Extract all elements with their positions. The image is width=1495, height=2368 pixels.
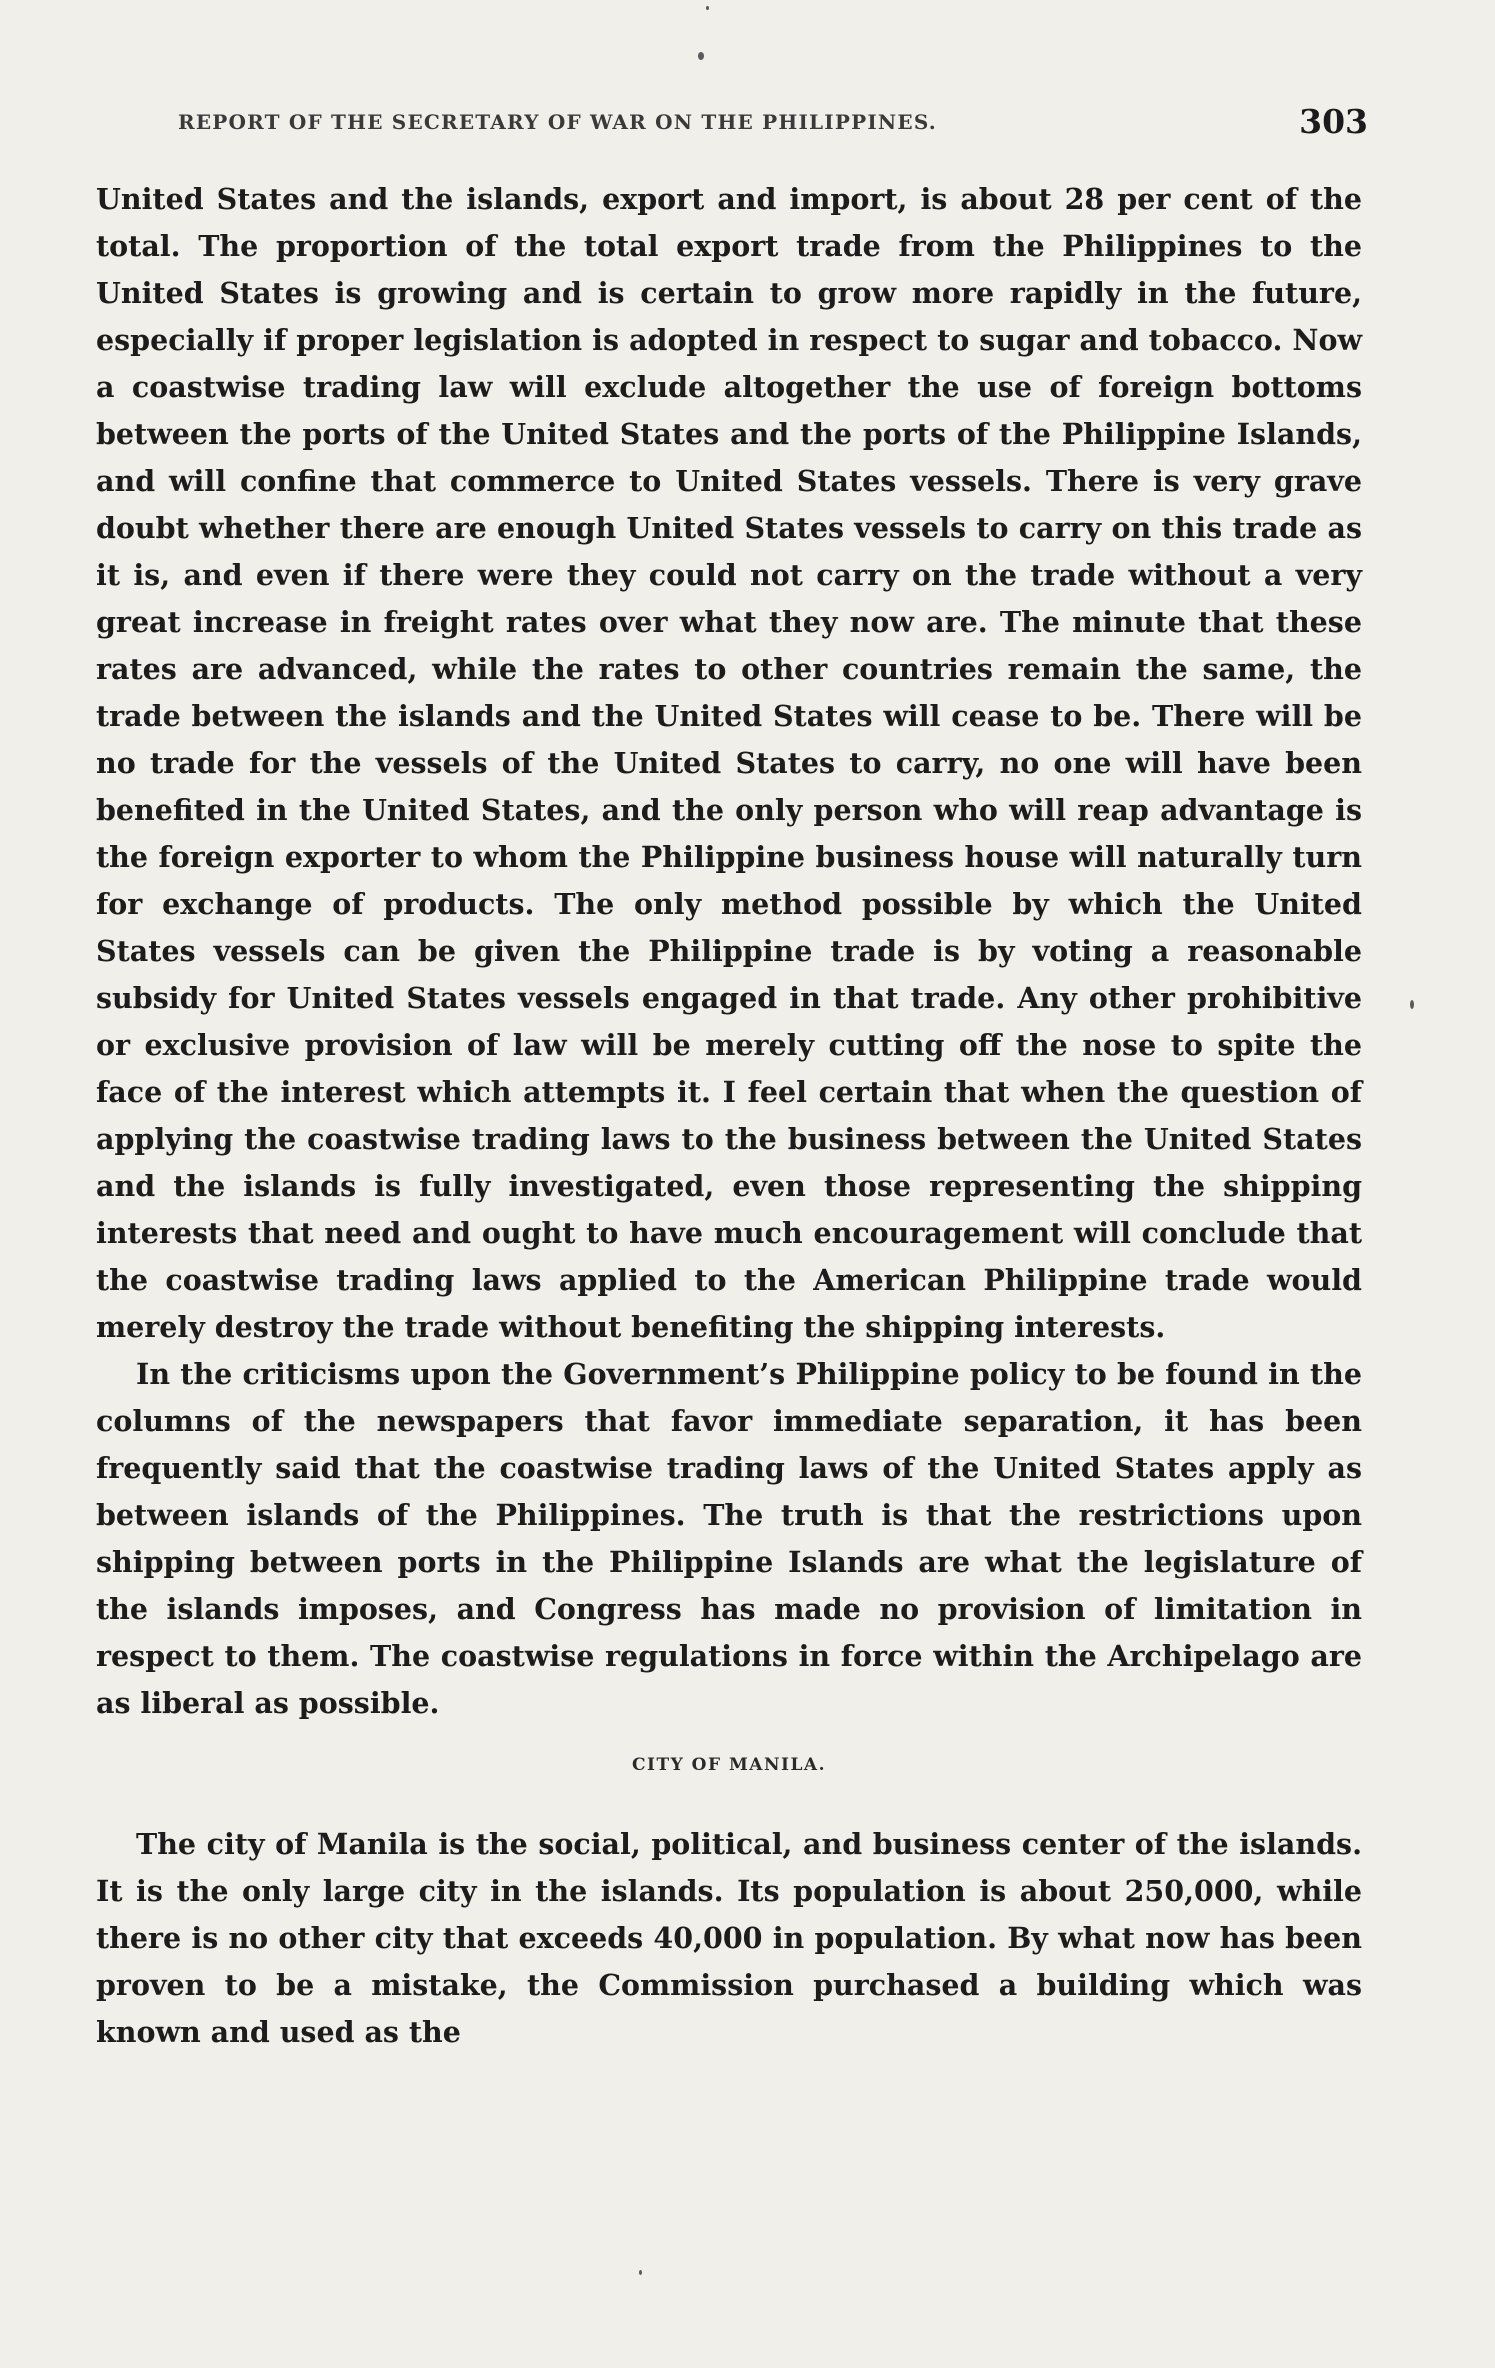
section-heading-city-of-manila: CITY OF MANILA.: [631, 1755, 827, 1775]
page-header: [178, 102, 1368, 152]
paragraph-criticisms: In the criticisms upon the Government’s Philippine policy to be found in the columns of the newspapers that favor immediate separation, it has been frequently said that the coastwise trading laws of the United States apply as between islands of the Philippines. The truth is that the restrictions upon shipping between ports in the Philippine Islands are what the legislature of the islands imposes, and Congress has made no provision of limitation in respect to them. The coastwise regulations in force within the Archipelago are as liberal as possible.: [96, 1357, 1362, 1720]
scan-speck: [1410, 1000, 1414, 1009]
scan-speck: [698, 52, 704, 60]
running-head: REPORT OF THE SECRETARY OF WAR ON THE PHILIPPINES.: [178, 110, 937, 134]
scan-speck: [706, 6, 709, 10]
paragraph-coastwise-trade: United States and the islands, export and import, is about 28 per cent of the total. The proportion of the total export trade from the Philippines to the United States is growing and is certain to grow more rapidly in the future, especially if proper legislation is adopted in respect to sugar and tobacco. Now a coastwise trading law will exclude altogether the use of foreign bottoms between the ports of the United States and the ports of the Philippine Islands, and will confine that commerce to United States vessels. There is very grave doubt whether there are enough United States vessels to carry on this trade as it is, and even if there were they could not carry on the trade without a very great increase in freight rates over what they now are. The minute that these rates are advanced, while the rates to other countries remain the same, the trade between the islands and the United States will cease to be. There will be no trade for the vessels of the United States to carry, no one will have been benefited in the United States, and the only person who will reap advantage is the foreign exporter to whom the Philippine business house will naturally turn for exchange of products. The only method possible by which the United States vessels can be given the Philippine trade is by voting a reasonable subsidy for United States vessels engaged in that trade. Any other prohibitive or exclusive provision of law will be merely cutting off the nose to spite the face of the interest which attempts it. I feel certain that when the question of applying the coastwise trading laws to the business between the United States and the islands is fully investigated, even those representing the shipping interests that need and ought to have much encouragement will conclude that the coastwise trading laws applied to the American Philippine trade would merely destroy the trade without benefiting the shipping interests.: [96, 182, 1362, 1344]
scan-speck: [639, 2270, 642, 2275]
paragraph-city-of-manila: The city of Manila is the social, political, and business center of the islands. It is the only large city in the islands. Its population is about 250,000, while there is no other city that exceeds 40,000 in population. By what now has been proven to be a mistake, the Commission purchased a building which was known and used as the: [96, 1827, 1362, 2049]
page-number: 303: [1299, 102, 1368, 141]
body-text: [96, 176, 1362, 2056]
